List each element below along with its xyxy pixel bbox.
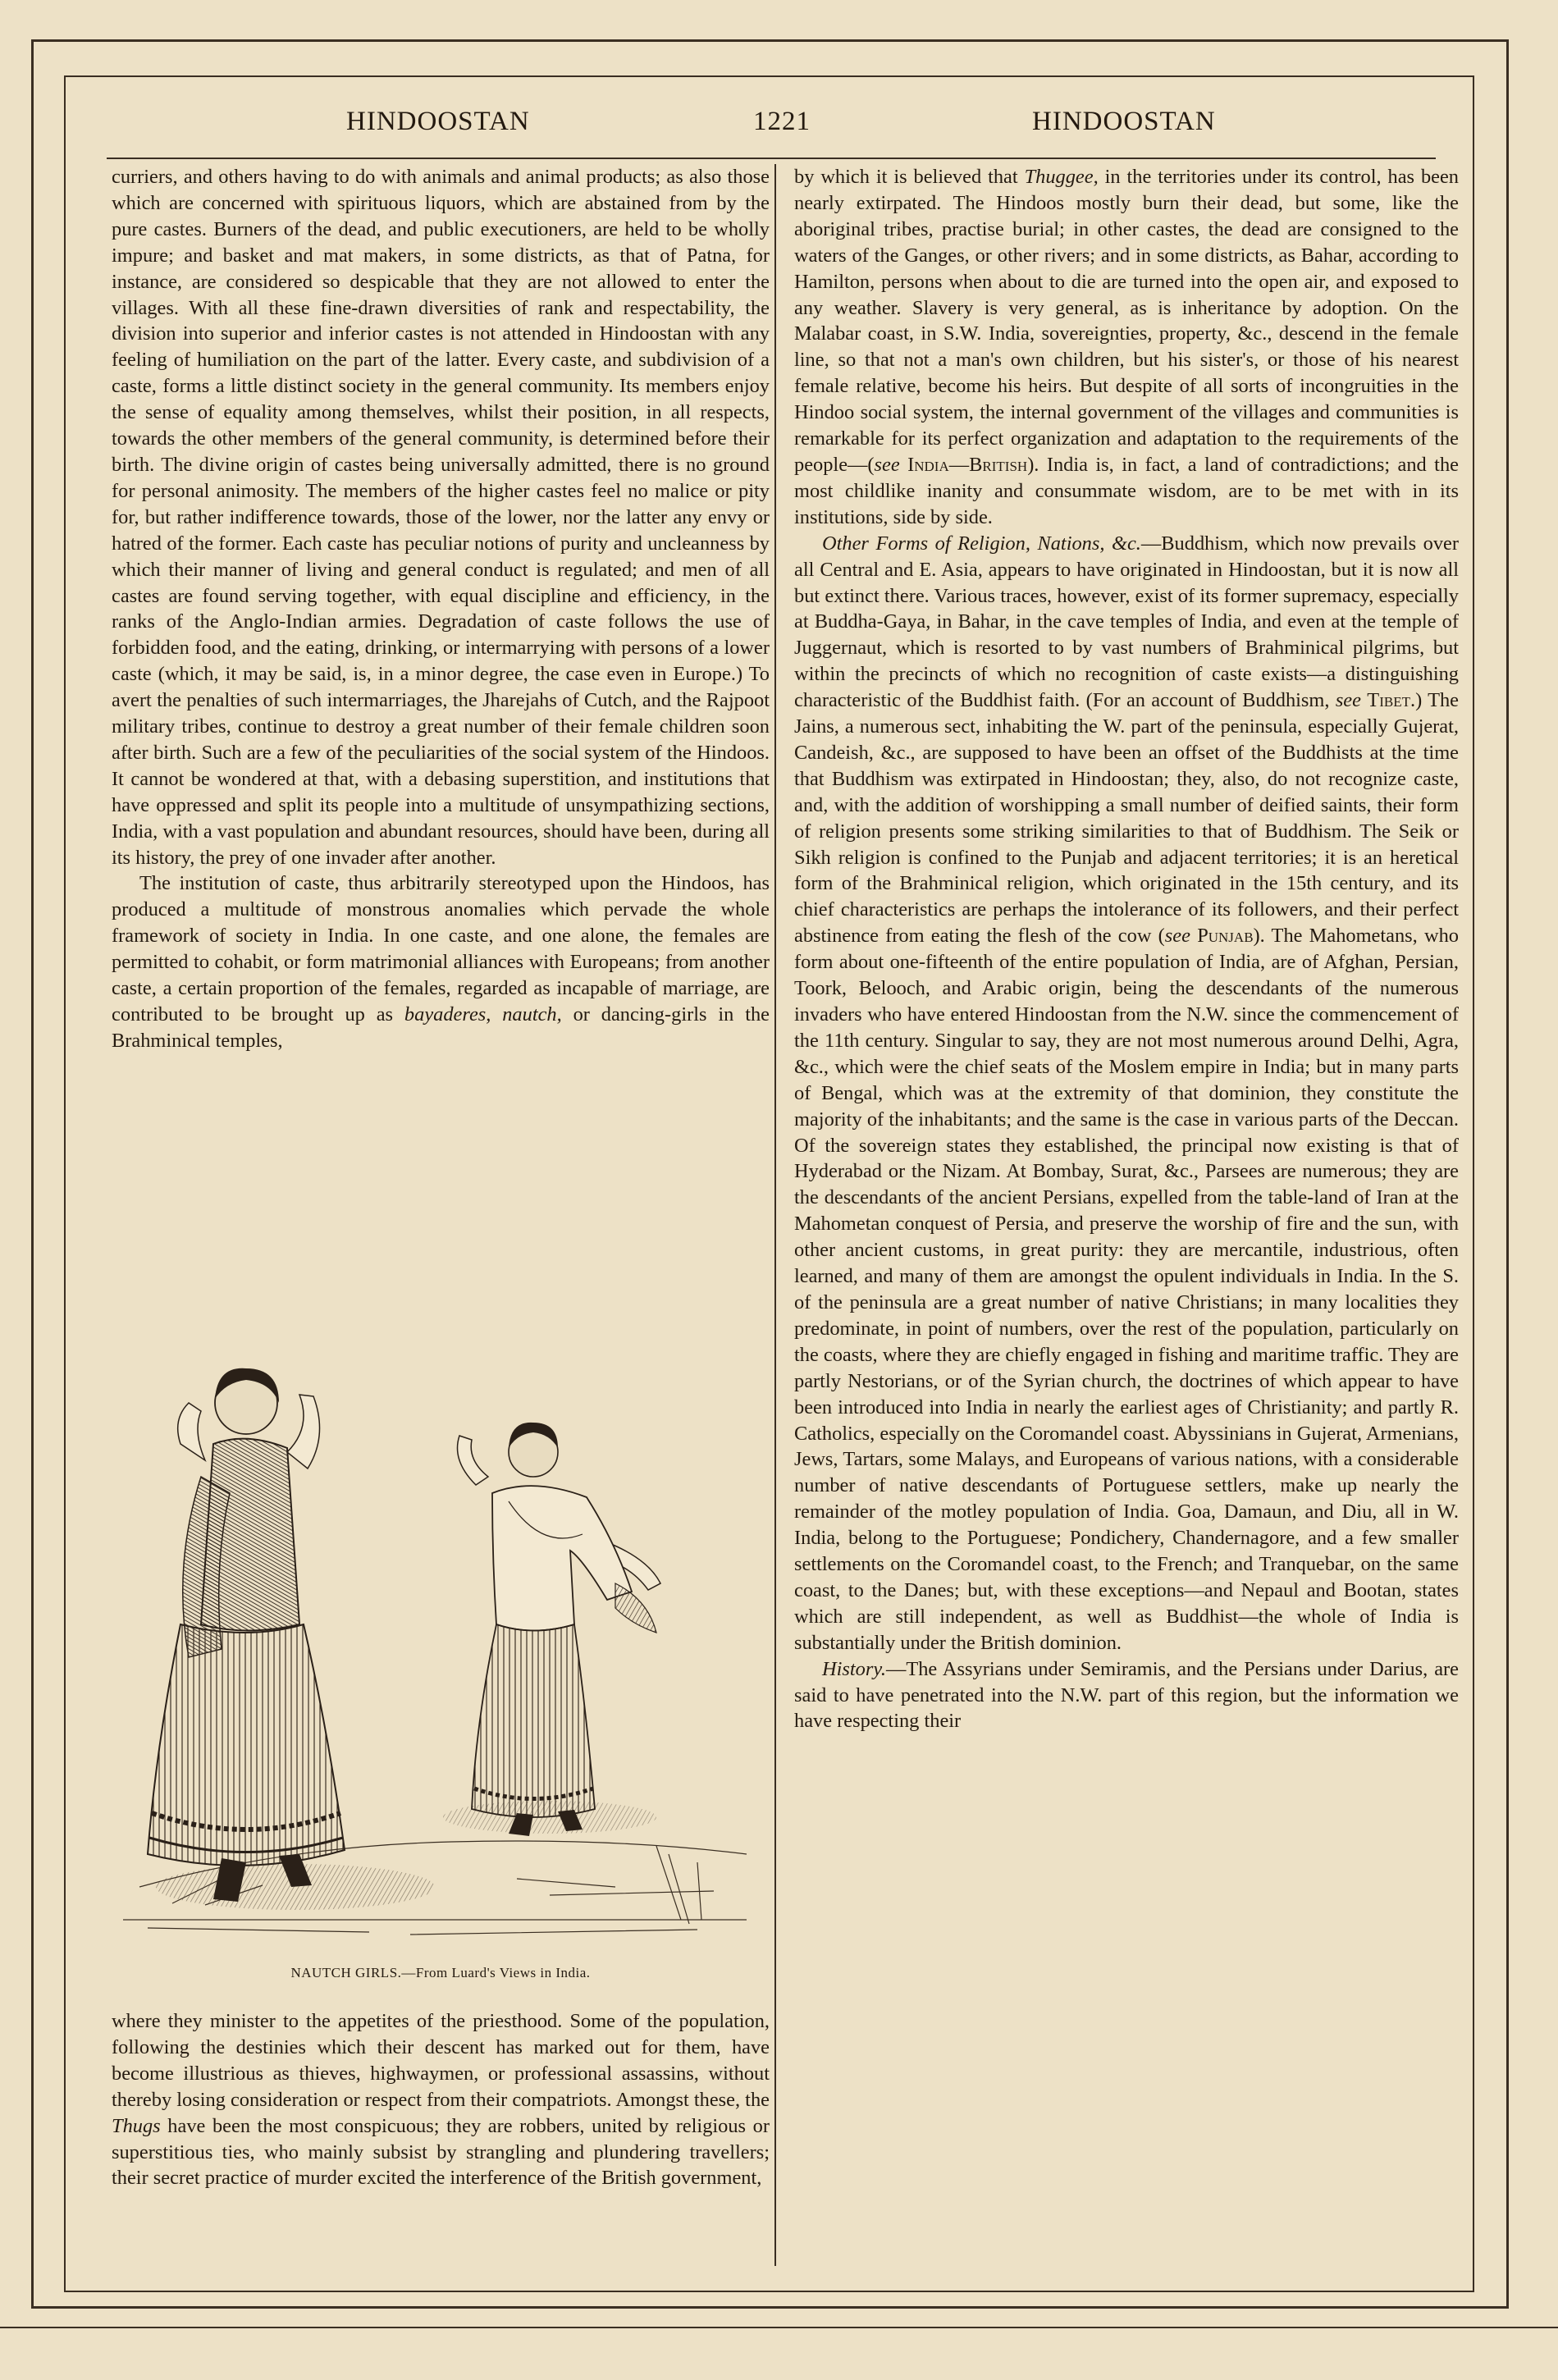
- paragraph-text: The institution of caste, thus arbitrarily stereotyped upon the Hindoos, has produced a multitude of monstrous anomalies which pervade the whole framework of society in India. In one caste, and one alone, the females are permitted to cohabit, or form matrimonial alliances with Europeans; from another caste, a certain proportion of the females, regarded as incapable of marriage, are contributed to be brought up as: [112, 872, 770, 1026]
- paragraph-text: —The Assyrians under Semiramis, and the Persians under Darius, are said to have penetrated into the N.W. part of this region, but the information we have respecting their: [794, 1657, 1459, 1733]
- dancer-right: [458, 1423, 661, 1836]
- paragraph-text: —Buddhism, which now prevails over all Central and E. Asia, appears to have originated in Hindoostan, but it is now all but extinct there. Various traces, however, exist of its former supremacy, especially at Buddha-Gaya, in Bahar, in the cave temples of India, and even at the temple of Juggernaut, which is resorted to by vast numbers of Brahminical pilgrims, but within the precincts of which no recognition of caste exists—a distinguishing characteristic of the Buddhist faith. (For an account of Buddhism,: [794, 532, 1459, 712]
- see-reference: see: [874, 453, 900, 476]
- section-heading: Other Forms of Religion, Nations, &c.: [822, 532, 1141, 555]
- left-column-bottom: [112, 2008, 770, 2191]
- right-column: [794, 164, 1459, 1734]
- paragraph-text: .) The Jains, a numerous sect, inhabiting the W. part of the peninsula, especially Gujerat, Candeish, &c., are supposed to have been an offset of the Buddhists at the time that Buddhism was extirpated in Hindoostan; they, also, do not recognize caste, and, with the addition of worshipping a small number of deified saints, their form of religion presents some striking similarities to that of Buddhism. The Seik or Sikh religion is confined to the Punjab and adjacent territories; it is an heretical form of the Brahminical religion, which originated in the 15th century, and its chief characteristics are perhaps the intolerance of its followers, and their perfect abstinence from eating the flesh of the cow (: [794, 689, 1459, 948]
- italic-term: Thuggee,: [1024, 166, 1099, 188]
- column-divider: [774, 164, 776, 2266]
- dancer-left: [148, 1368, 345, 1902]
- left-column-top: [112, 164, 770, 1054]
- paragraph: [794, 531, 1459, 1656]
- paragraph-text: ). The Mahometans, who form about one-fifteenth of the entire population of India, are of Afghan, Persian, Toork, Belooch, and Arabic origin, being the descendants of the numerous invaders who have entered Hindoostan from the N.W. since the commencement of the 11th century. Singular to say, they are not most numerous around Delhi, Agra, &c., which were the chief seats of the Moslem empire in India; but in many parts of Bengal, which was at the extremity of that dominion, they constitute the majority of the inhabitants; and the same is the case in various parts of the Deccan. Of the sovereign states they established, the principal now existing is that of Hyderabad or the Nizam. At Bombay, Surat, &c., Parsees are numerous; they are the descendants of the ancient Persians, expelled from the table-land of Iran at the Mahometan conquest of Persia, and preserve the worship of fire and the sun, with other ancient customs, in great purity: they are mercantile, industrious, often learned, and many of them are amongst the opulent individuals in India. In the S. of the peninsula are a great number of native Christians; in many localities they predominate, in point of numbers, over the rest of the population, particularly on the coasts, where they are chiefly engaged in fishing and maritime traffic. They are partly Nestorians, or of the Syrian church, the doctrines of which appear to have been introduced into India in nearly the earliest ages of Christianity; and partly R. Catholics, especially on the Coromandel coast. Abyssinians in Gujerat, Armenians, Jews, Tartars, some Malays, and Europeans of various nations, with a considerable number of native descendants of Portuguese settlers, make up nearly the remainder of the motley population of India. Goa, Damaun, and Diu, all in W. India, belong to the Portuguese; Pondichery, Chandernagore, and a few smaller settlements on the Coromandel coast, to the French; and Tranquebar, on the same coast, to the Danes; but, with these exceptions—and Nepaul and Bootan, states which are still independent, as well as Buddhist—the whole of India is substantially under the British dominion.: [794, 925, 1459, 1654]
- italic-term: Thugs: [112, 2114, 161, 2137]
- paragraph: [112, 2008, 770, 2191]
- paragraph-text: curriers, and others having to do with animals and animal products; as also those which are concerned with spirituous liquors, which are abstained from by the pure castes. Burners of the dead, and public executioners, are held to be wholly impure; and basket and mat makers, in some districts, as that of Patna, for instance, are considered so despicable that they are not allowed to enter the villages. With all these fine-drawn diversities of rank and respectability, the division into superior and inferior castes is not attended in Hindoostan with any feeling of humiliation on the part of the latter. Every caste, and subdivision of a caste, forms a little distinct society in the general community. Its members enjoy the sense of equality among themselves, whilst their position, in all respects, towards the other members of the general community, is determined before their birth. The divine origin of castes being universally admitted, there is no ground for personal animosity. The members of the higher castes feel no malice or pity for, but rather indifference towards, those of the lower, nor the latter any envy or hatred of the former. Each caste has peculiar notions of purity and uncleanness by which their manner of living and general conduct is regulated; and men of all castes are found serving together, with equal discipline and efficiency, in the ranks of the Anglo-Indian armies. Degradation of caste follows the use of forbidden food, and the eating, drinking, or intermarrying with persons of a lower caste (which, it may be said, is, in a minor degree, the case even in Europe.) To avert the penalties of such intermarriages, the Jharejahs of Cutch, and the Rajpoot military tribes, continue to destroy a great number of their female children soon after birth. Such are a few of the peculiarities of the social system of the Hindoos. It cannot be wondered at that, with a debasing superstition, and institutions that have oppressed and split its people into a multitude of unsympathizing sections, India, with a vast population and abundant resources, should have been, during all its history, the prey of one invader after another.: [112, 166, 770, 869]
- nautch-girls-engraving: [123, 1354, 755, 1953]
- paragraph-text: by which it is believed that: [794, 166, 1025, 188]
- paragraph-text: where they minister to the appetites of the priesthood. Some of the population, following the destinies which their descent has marked out for them, have become illustrious as thieves, highwaymen, or professional assassins, without thereby losing consideration or respect from their compatriots. Amongst these, the: [112, 2010, 770, 2111]
- paragraph-text: in the territories under its control, has been nearly extirpated. The Hindoos mostly burn their dead, but some, like the aboriginal tribes, practise burial; in other castes, the dead are consigned to the waters of the Ganges, or other rivers; and in some districts, as Bahar, according to Hamilton, persons when about to die are turned into the open air, and exposed to any weather. Slavery is very general, as is inheritance by adoption. On the Malabar coast, in S.W. India, sovereignties, property, &c., descend in the female line, so that not a man's own children, but his sister's, or those of his nearest female relative, become his heirs. But despite of all sorts of incongruities in the Hindoo social system, the internal government of the villages and communities is remarkable for its perfect organization and adaptation to the requirements of the people—(: [794, 166, 1459, 476]
- paragraph: [794, 1656, 1459, 1735]
- running-head: [82, 107, 1452, 148]
- paragraph: [112, 870, 770, 1053]
- running-head-left: HINDOOSTAN: [346, 107, 530, 136]
- page-number: 1221: [753, 107, 811, 136]
- see-reference: see: [1335, 689, 1361, 712]
- section-heading: History.: [822, 1657, 886, 1680]
- paragraph-text: or dancing-girls in the Brahminical temples,: [112, 1003, 770, 1052]
- engraving-drawing: [123, 1354, 755, 1953]
- bottom-rule: [0, 2327, 1558, 2328]
- paragraph: [112, 164, 770, 870]
- header-rule: [107, 158, 1436, 159]
- illustration-caption: NAUTCH GIRLS.—From Luard's Views in India.: [290, 1965, 591, 1980]
- see-reference: see: [1164, 925, 1190, 948]
- italic-term: bayaderes, nautch,: [404, 1003, 562, 1026]
- paragraph-text: ). India is, in fact, a land of contradictions; and the most childlike inanity and consummate wisdom, are to be met with in its institutions, side by side.: [794, 453, 1459, 528]
- paragraph: [794, 164, 1459, 531]
- cross-reference: India—British: [907, 453, 1028, 476]
- running-head-right: HINDOOSTAN: [1032, 107, 1216, 136]
- paragraph-text: have been the most conspicuous; they are robbers, united by religious or superstitious ties, who mainly subsist by strangling and plundering travellers; their secret practice of murder excited the interference of the British government,: [112, 2114, 770, 2190]
- cross-reference: Tibet: [1367, 689, 1410, 712]
- cross-reference: Punjab: [1197, 925, 1254, 948]
